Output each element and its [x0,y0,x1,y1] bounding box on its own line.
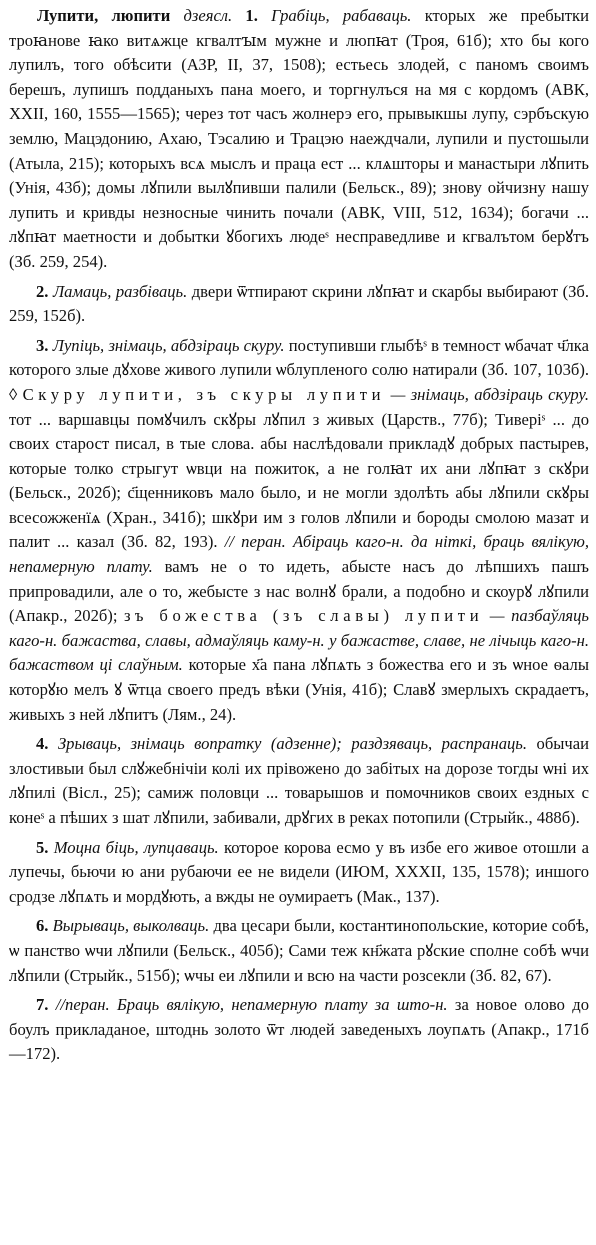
sense-citations: поступивши глыбѣˢ в темност ѡбачат ч҃лка которого злые дꙋхове живого лупили ѡблупленого солю натирали (Зб. 107, 103б). ◊ [9,335,589,404]
sense-gloss: Моцна біць, лупцаваць. [53,837,219,857]
sense-citations: за новое олово до боулъ прикладаное, штоднь золото ѿт людей заведеныхъ лоупѧть (Апакр., 171б—172). [9,995,590,1064]
sense-7 [9,993,589,1067]
phrase-gloss: — знімаць, абдзіраць скуру. [390,384,589,404]
sense-number: 6. [36,916,49,936]
sense-4 [9,732,589,830]
sense-number: 7. [36,995,49,1015]
sense-1 [9,4,589,275]
sense-citations: двери ѿтпирают скрини лꙋпꙗт и скарбы выбирают (Зб. 259, 152б). [9,281,589,326]
headword: Лупити, люпити [37,6,171,25]
sense-number: 4. [36,734,49,754]
sense-citations: которые х҃а пана лꙋпѧть з божества его и зъ ѡное ѳалы которꙋю мелъ ꙋ ѿтца своего предъ вѣки (Унія, 41б); Славꙋ змерлыхъ скрадаетъ, живыхъ з ней лꙋпитъ (Лям., 24). [9,655,589,724]
sense-number: 2. [36,281,49,301]
sense-3 [9,334,589,728]
phrase-gloss: — пазбаўляць каго-н. бажаства, славы, адмаўляць каму-н. у бажастве, славе, не лічыць каго-н. бажаством ці слаўным. [9,606,589,675]
sense-citations: обычаи злостивыи был слꙋжебнічіи колі их прівожено до забітых на дорозе тогды ѡні их лꙋпилі (Вісл., 25); самиж половци ... товарышов и помочников своих ездных с конеˢ а пѣших з шат лꙋпили, забивали, дрꙋгих в реках потопили (Стрыйк., 488б). [9,734,589,827]
sense-gloss: Вырываць, выколваць. [52,916,210,936]
sense-gloss: Зрываць, знімаць вопратку (адзенне); раздзяваць, распранаць. [57,734,528,754]
sense-gloss: Лупіць, знімаць, абдзіраць скуру. [52,335,285,355]
figurative-gloss: Абіраць каго-н. да ніткі, браць вялікую, непамерную плату. [9,532,589,577]
grammar-label: дзеясл. [183,6,233,25]
sense-citations: кторых же пребытки троꙗнове ꙗко витѧжцe кгвалтꙑм мужне и люпꙗт (Троя, 61б); хто бы кого лупилъ, того обѣсити (АЗР, II, 37, 1508); естьесь злодей, с паномъ своимъ берешъ, лупишъ подданыхъ пана моего, и торгнулъся на мя с кордомъ (АВК, XXII, 160, 1555—1565); через тот часъ жолнерэ его, прывыкшы лупу, сэрбъскую землю, Мацэдонию, Ахаю, Тэсалию и Трацэю наеждчали, лупили и пустошыли (Атыла, 215); которыхъ всѧ мыслъ и праца ест ... клѧшторы и манастыри лꙋпить (Унія, 43б); домы лꙋпили вылꙋпивши палили (Бельск., 89); знову ойчизну нашу лупить и кривды незносные чинить почали (АВК, VIII, 512, 1634); богачи ... лꙋпꙗт маетности и добытки ꙋбогихъ людеˢ несправедливе и кгвалътом берꙋтъ (Зб. 259, 254). [9,6,589,271]
phrase: зъ божества (зъ славы) лупити [124,606,484,626]
sense-5 [9,836,589,910]
sense-citations: тот ... варшавцы помꙋчилъ скꙋры лꙋпил з живых (Царств., 77б); Тиверіˢ ... до своих старост писал, в тые слова. абы наслѣдовали прикладꙋ добрых пастырев, которые толко стрыгут ѡвци на пожиток, а не голꙗт их ани лꙋпꙗт з скꙋри (Бельск., 202б); с҃щенниковъ мало было, и не могли здолѣть абы лꙋпили скꙋры всесожженїѧ (Хран., 341б); шкꙋри им з голов лꙋпили и бороды смолою мазат и палит ... казал (Зб. 82, 193). [9,409,589,552]
sense-gloss: Ламаць, разбіваць. [52,281,188,301]
sense-2 [9,280,589,329]
figurative-label: // перан. [224,532,286,552]
sense-citations: вамъ не о то идеть, абысте насъ до лѣпшихъ пашъ припровадили, але о то, жебысте з нас волнꙋ брали, а подобно и скоурꙋ лꙋпили (Апакр., 202б); [9,557,589,626]
phrase: Скуру лупити, зъ скуры лупити [22,384,386,404]
sense-citations: два цесари были, костантинопольские, которие собѣ, ѡ панство ѡчи лꙋпили (Бельск., 405б); Сами теж кн҃жата рꙋские сполне собѣ ѡчи лꙋпили (Стрыйк., 515б); ѡчы еи лꙋпили и всю на части розсекли (Зб. 82, 67). [9,916,590,985]
sense-gloss: //перан. Браць вялікую, непамерную плату за што-н. [55,995,448,1015]
sense-gloss: Грабіць, рабаваць. [271,6,412,25]
sense-number: 5. [36,837,49,857]
sense-number: 3. [36,335,49,355]
sense-number: 1. [245,6,258,25]
sense-citations: которое корова есмо у въ избе его живое отошли а лупечы, бьючи ю ани рубаючи ее не видели (ИЮМ, XXXII, 135, 1578); иншого сродзе лꙋпѧть и мордꙋють, а вжды не оумираетъ (Мак., 137). [9,837,589,906]
sense-6 [9,914,589,988]
